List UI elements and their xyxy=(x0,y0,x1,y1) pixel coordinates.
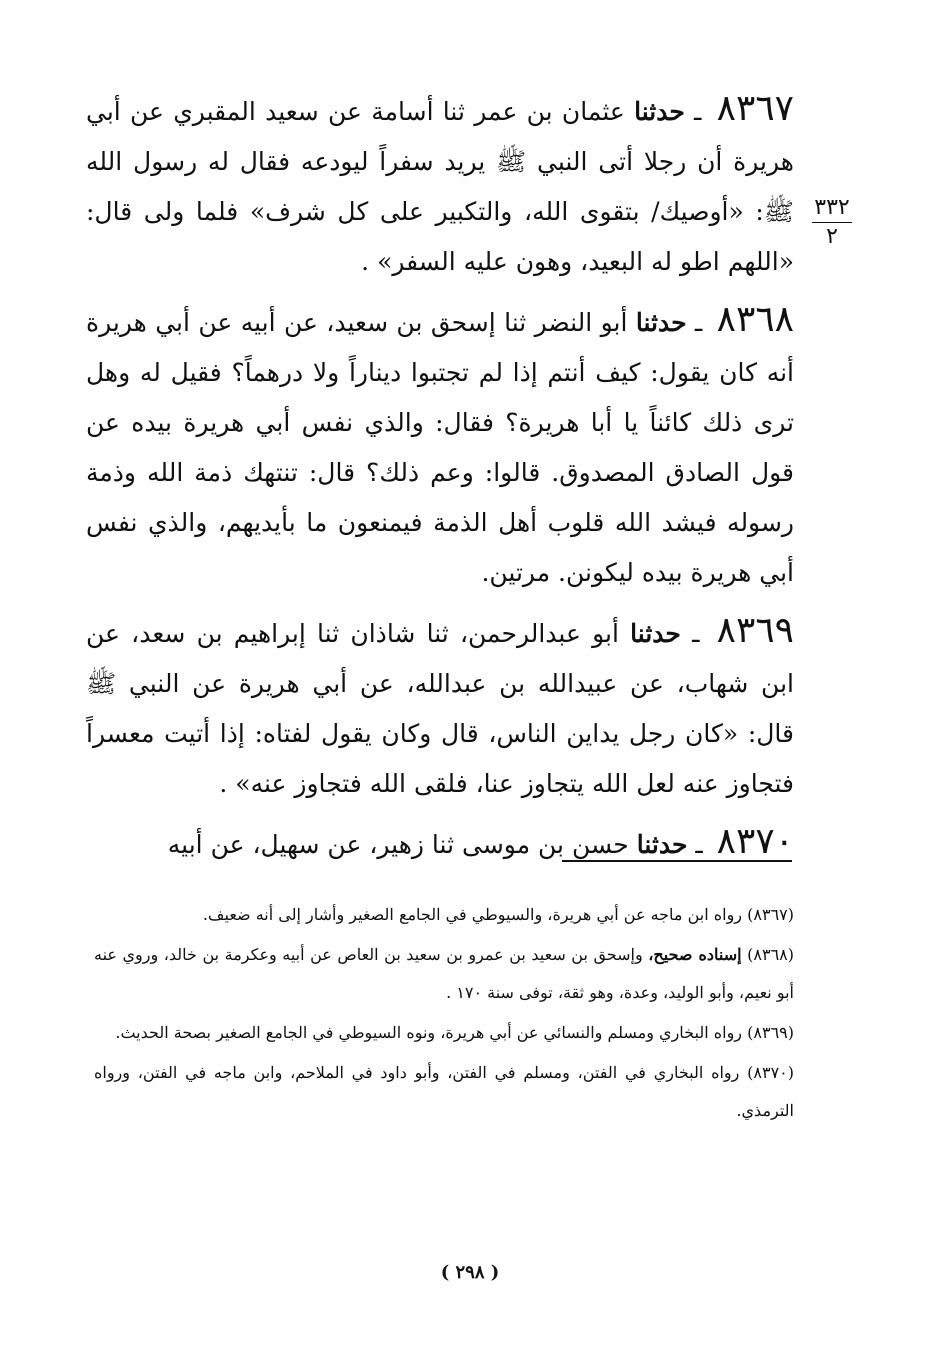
hadith-number: ٨٣٦٧ xyxy=(716,88,795,129)
footnote-separator xyxy=(562,860,792,862)
hadith-number: ٨٣٧٠ xyxy=(716,821,794,862)
footnote-8370 xyxy=(94,1054,794,1130)
hadith-text: أبو عبدالرحمن، ثنا شاذان ثنا إبراهيم بن سعد، عن ابن شهاب، عن عبيدالله بن عبدالله، عن أبي هريرة عن النبي ﷺ قال: «كان رجل يداين الناس، قال وكان يقول لفتاه: إذا أتيت معسراً فتجاوز عنه لعل الله يتجاوز عنا، فلقى الله فتجاوز عنه» . xyxy=(86,619,794,798)
dash: ـ xyxy=(684,97,702,126)
footnote-ref: (٨٣٦٧) xyxy=(747,905,794,924)
hadith-8367 xyxy=(86,84,794,287)
hadith-keyword: حدثنا xyxy=(635,308,687,337)
page-number: ( ٢٩٨ ) xyxy=(440,1262,500,1283)
hadith-text: حسن بن موسى ثنا زهير، عن سهيل، عن أبيه xyxy=(167,830,629,859)
footnote-8369 xyxy=(94,1014,794,1052)
margin-ref-volume: ٣٣٢ xyxy=(812,196,852,223)
footnotes xyxy=(94,896,794,1132)
dash: ـ xyxy=(680,619,700,648)
dash: ـ xyxy=(687,830,703,859)
footnote-8368 xyxy=(94,936,794,1012)
hadith-text: أبو النضر ثنا إسحق بن سعيد، عن أبيه عن أبي هريرة أنه كان يقول: كيف أنتم إذا لم تجتبوا ديناراً ولا درهماً؟ فقيل له وهل ترى ذلك كائناً يا أبا هريرة؟ فقال: والذي نفس أبي هريرة بيده عن قول الصادق المصدوق. قالوا: وعم ذلك؟ قال: تنتهك ذمة الله وذمة رسوله فيشد الله قلوب أهل الذمة فيمنعون ما بأيديهم، والذي نفس أبي هريرة بيده ليكونن. مرتين. xyxy=(86,308,794,587)
footnote-text: رواه البخاري في الفتن، ومسلم في الفتن، وأبو داود في الملاحم، وابن ماجه في الفتن، ورواه الترمذي. xyxy=(94,1063,794,1120)
hadith-text: عثمان بن عمر ثنا أسامة عن سعيد المقبري عن أبي هريرة أن رجلا أتى النبي ﷺ يريد سفراً ليودعه فقال له رسول الله ﷺ: «أوصيك/ بتقوى الله، والتكبير على كل شرف» فلما ولى قال: «اللهم اطو له البعيد، وهون عليه السفر» . xyxy=(86,97,794,276)
hadith-8368 xyxy=(86,295,794,598)
hadith-number: ٨٣٦٩ xyxy=(716,610,794,651)
hadith-8369 xyxy=(86,606,794,809)
footnote-text: رواه ابن ماجه عن أبي هريرة، والسيوطي في الجامع الصغير وأشار إلى أنه ضعيف. xyxy=(202,905,743,924)
footnote-text: رواه البخاري ومسلم والنسائي عن أبي هريرة، ونوه السيوطي في الجامع الصغير بصحة الحديث. xyxy=(115,1023,743,1042)
hadith-keyword: حدثنا xyxy=(634,97,685,126)
hadith-body xyxy=(86,84,794,878)
footnote-ref: (٨٣٦٨) xyxy=(747,945,795,964)
hadith-keyword: حدثنا xyxy=(630,619,681,648)
margin-ref-part: ٢ xyxy=(826,224,838,249)
margin-reference xyxy=(812,196,852,249)
hadith-8370 xyxy=(86,817,794,870)
footnote-text: وإسحق بن سعيد بن عمرو بن سعيد بن العاص عن أبيه وعكرمة بن خالد، وروي عنه أبو نعيم، وأبو الوليد، وعدة، وهو ثقة، توفى سنة ١٧٠ . xyxy=(94,945,794,1002)
dash: ـ xyxy=(686,308,703,337)
footnote-ref: (٨٣٦٩) xyxy=(747,1023,794,1042)
hadith-number: ٨٣٦٨ xyxy=(716,299,795,340)
footnote-8367 xyxy=(94,896,794,934)
hadith-keyword: حدثنا xyxy=(636,830,688,859)
footnote-ref: (٨٣٧٠) xyxy=(747,1063,794,1082)
footnote-grading: إسناده صحيح، xyxy=(648,945,742,964)
